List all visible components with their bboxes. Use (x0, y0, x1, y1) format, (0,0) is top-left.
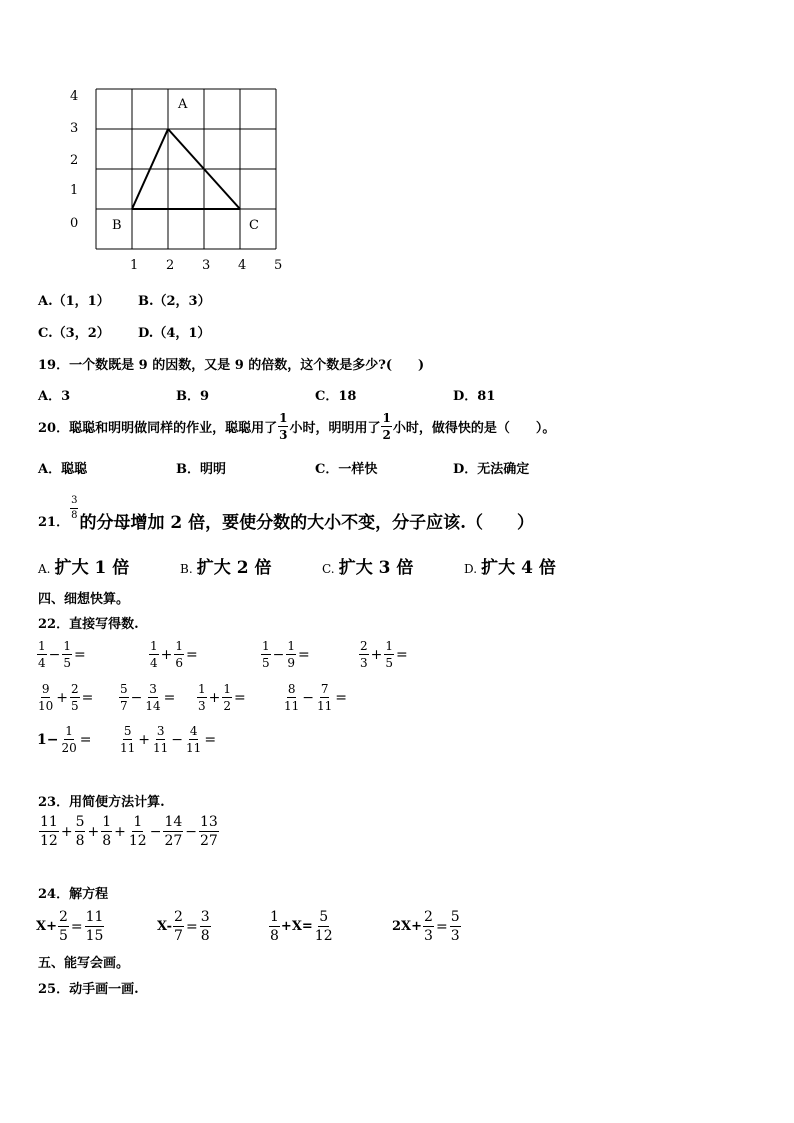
x-tick: 2 (166, 258, 175, 273)
q20-option-b: B．明明 (176, 462, 226, 477)
q24-equation: X+ $\frac{2}{5}$ = $\frac{11}{15}$ (36, 909, 104, 944)
y-tick: 4 (70, 89, 79, 104)
q22-expr: $\frac{1}{3}$ + $\frac{1}{2}$ = (198, 682, 246, 713)
q24-title: 24．解方程 (38, 887, 109, 902)
q22-expr: $\frac{5}{7}$ − $\frac{3}{14}$ = (120, 682, 176, 713)
q23-title: 23．用简便方法计算. (38, 795, 165, 810)
q20-option-d: D．无法确定 (453, 462, 530, 477)
x-tick: 4 (238, 258, 247, 273)
q22-expr: $\frac{1}{4}$ + $\frac{1}{6}$ = (150, 639, 198, 670)
q22-expr: $\frac{8}{11}$ − $\frac{7}{11}$ = (284, 682, 348, 713)
point-label-c: C (249, 218, 259, 233)
q19-option-c: C．18 (315, 389, 357, 404)
y-tick: 2 (70, 153, 79, 168)
q20-stem (38, 412, 555, 441)
q18-option-d: D.（4，1） (138, 326, 211, 341)
q21-number: 21． (38, 515, 70, 530)
q20-part2: 小时，明明用了 (289, 421, 381, 436)
point-label-b: B (112, 218, 122, 233)
q19-option-d: D．81 (453, 389, 496, 404)
q21-text: 的分母增加 2 倍，要使分数的大小不变，分子应该.（ ） (79, 513, 535, 533)
q24-equation: $\frac{1}{8}$ +X= $\frac{5}{12}$ (270, 909, 333, 944)
fraction: $\frac{1}{3}$ (279, 411, 288, 442)
q25-title: 25．动手画一画. (38, 982, 139, 997)
q22-expr: 1− $\frac{1}{20}$ = (37, 724, 92, 755)
fraction: $\frac{3}{8}$ (71, 495, 78, 521)
q20-option-c: C．一样快 (315, 462, 378, 477)
q22-expr: $\frac{9}{10}$ + $\frac{2}{5}$ = (38, 682, 94, 713)
y-tick: 1 (70, 183, 79, 198)
q21-option-b: B. 扩大 2 倍 (180, 558, 272, 578)
q24-equation: 2X+ $\frac{2}{3}$ = $\frac{5}{3}$ (392, 909, 460, 944)
x-tick: 1 (130, 258, 139, 273)
coordinate-grid-figure (60, 80, 300, 280)
q24-equation: X- $\frac{2}{7}$ = $\frac{3}{8}$ (157, 909, 210, 944)
q22-expr: $\frac{1}{4}$ − $\frac{1}{5}$ = (38, 639, 86, 670)
q21-stem (38, 490, 534, 533)
q20-part3: 小时，做得快的是（ ）。 (392, 421, 556, 436)
q21-option-d: D. 扩大 4 倍 (464, 558, 556, 578)
fraction: $\frac{1}{2}$ (382, 411, 391, 442)
q18-option-a: A.（1，1） (38, 294, 110, 309)
q22-expr: $\frac{5}{11}$ + $\frac{3}{11}$ − $\frac{4}{11}$ = (120, 724, 217, 755)
q20-part1: 20．聪聪和明明做同样的作业，聪聪用了 (38, 421, 278, 436)
section-5-heading: 五、能写会画。 (38, 956, 130, 971)
q18-option-c: C.（3，2） (38, 326, 110, 341)
q20-option-a: A．聪聪 (38, 462, 88, 477)
x-tick: 5 (274, 258, 283, 273)
q21-option-c: C. 扩大 3 倍 (322, 558, 414, 578)
q18-option-b: B.（2，3） (138, 294, 211, 309)
y-tick: 0 (70, 216, 79, 231)
q22-title: 22．直接写得数. (38, 617, 139, 632)
q22-expr: $\frac{1}{5}$ − $\frac{1}{9}$ = (262, 639, 310, 670)
q19-option-b: B．9 (176, 389, 210, 404)
y-tick: 3 (70, 121, 79, 136)
q21-option-a: A. 扩大 1 倍 (38, 558, 130, 578)
q23-expression: $\frac{11}{12}$ + $\frac{5}{8}$ + $\frac{1}{8}$ + $\frac{1}{12}$ − $\frac{14}{27}$ − $\frac{13}{27}$ (40, 814, 218, 849)
section-4-heading: 四、细想快算。 (38, 592, 130, 607)
q22-expr: $\frac{2}{3}$ + $\frac{1}{5}$ = (360, 639, 408, 670)
q19-option-a: A．3 (38, 389, 71, 404)
x-tick: 3 (202, 258, 211, 273)
q19-stem: 19．一个数既是 9 的因数，又是 9 的倍数，这个数是多少?( ) (38, 358, 425, 373)
point-label-a: A (178, 97, 188, 112)
